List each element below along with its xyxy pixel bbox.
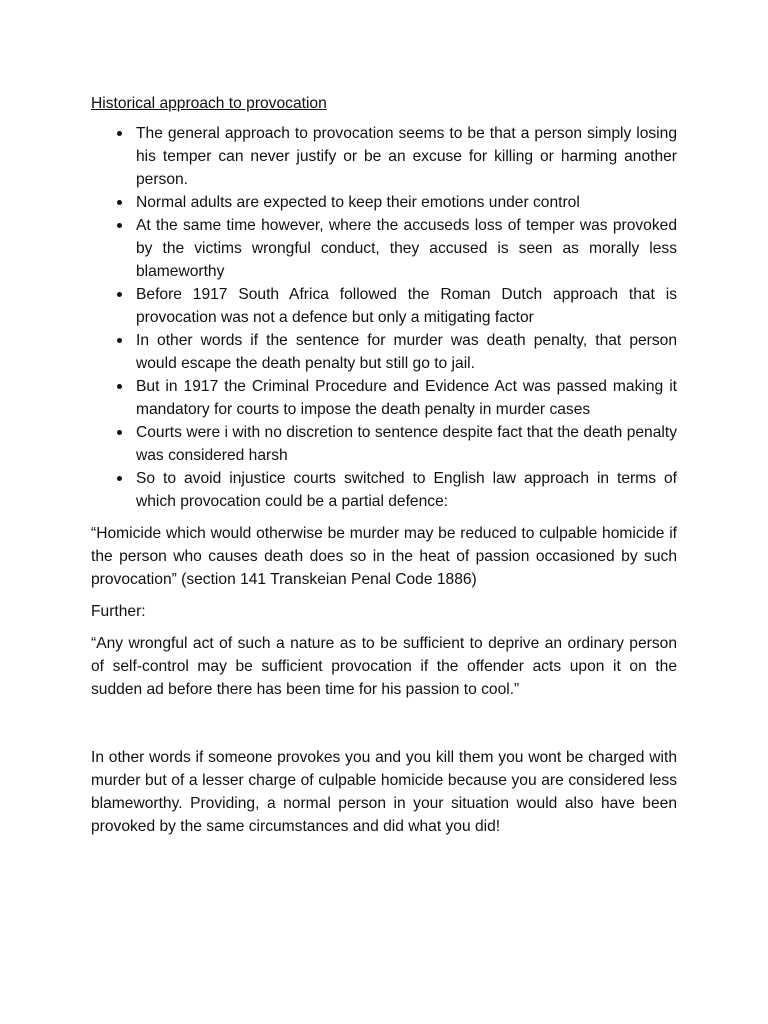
bullet-item [91, 214, 677, 283]
bullet-text: Courts were i with no discretion to sentence despite fact that the death penalty was considered harsh [136, 424, 677, 464]
bullet-item [91, 122, 677, 191]
bullet-dot-icon [117, 430, 122, 435]
document-heading: Historical approach to provocation [91, 95, 327, 112]
bullet-item [91, 375, 677, 421]
bullet-dot-icon [117, 338, 122, 343]
bullet-item [91, 329, 677, 375]
bullet-list [91, 122, 677, 513]
bullet-text: So to avoid injustice courts switched to English law approach in terms of which provocation could be a partial defence: [136, 470, 677, 510]
bullet-dot-icon [117, 131, 122, 136]
bullet-text: At the same time however, where the accuseds loss of temper was provoked by the victims wrongful conduct, they accused is seen as morally less blameworthy [136, 217, 677, 280]
bullet-item [91, 467, 677, 513]
bullet-dot-icon [117, 200, 122, 205]
quote-wrongful-act: “Any wrongful act of such a nature as to be sufficient to deprive an ordinary person of self-control may be sufficient provocation if the offender acts upon it on the sudden ad before there has been time for his passion to cool.” [91, 635, 677, 698]
bullet-dot-icon [117, 384, 122, 389]
document-page [91, 92, 677, 847]
quote-transkeian-penal-code: “Homicide which would otherwise be murder may be reduced to culpable homicide if the person who causes death does so in the heat of passion occasioned by such provocation” (section 141 Transkeian Penal Code 1886) [91, 525, 677, 588]
bullet-item [91, 191, 677, 214]
further-label: Further: [91, 603, 146, 620]
bullet-text: In other words if the sentence for murder was death penalty, that person would escape the death penalty but still go to jail. [136, 332, 677, 372]
bullet-item [91, 283, 677, 329]
bullet-text: Before 1917 South Africa followed the Roman Dutch approach that is provocation was not a defence but only a mitigating factor [136, 286, 677, 326]
bullet-text: The general approach to provocation seems to be that a person simply losing his temper can never justify or be an excuse for killing or harming another person. [136, 125, 677, 188]
conclusion-paragraph: In other words if someone provokes you and you kill them you wont be charged with murder but of a lesser charge of culpable homicide because you are considered less blameworthy. Providing, a normal person in your situation would also have been provoked by the same circumstances and did what you did! [91, 749, 677, 835]
bullet-dot-icon [117, 476, 122, 481]
bullet-item [91, 421, 677, 467]
bullet-text: But in 1917 the Criminal Procedure and Evidence Act was passed making it mandatory for courts to impose the death penalty in murder cases [136, 378, 677, 418]
bullet-text: Normal adults are expected to keep their emotions under control [136, 194, 580, 211]
bullet-dot-icon [117, 292, 122, 297]
bullet-dot-icon [117, 223, 122, 228]
